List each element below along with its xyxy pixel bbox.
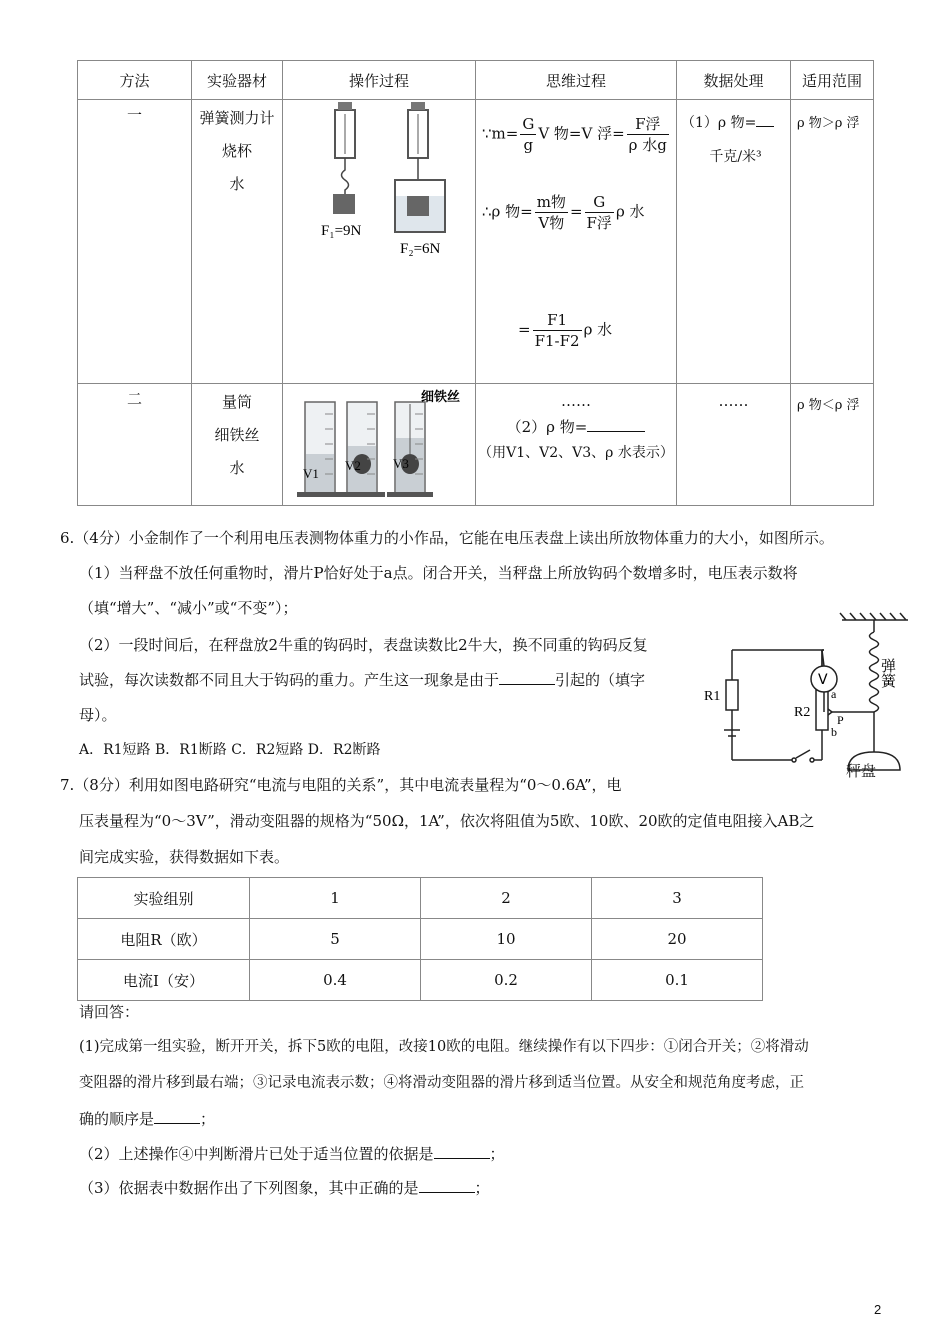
q7-step2: （2）上述操作④中判断滑片已处于适当位置的依据是 [79,1145,434,1163]
q7-title: 7.（8分）利用如图电路研究“电流与电阻的关系”，其中电流表量程为“0～0.6A”，电 [60,776,622,794]
answer-blank[interactable] [434,1144,490,1159]
q6-title: 6.（4分）小金制作了一个利用电压表测物体重力的小作品，它能在电压表盘上读出所放物体重力的大小，如图所示。 [60,529,834,547]
data-processing-q1: （1）ρ 物= [681,115,757,131]
q6-part1-line2: （填“增大”、“减小”或“不变”）； [79,599,298,617]
table-row: 电流I（安） 0.4 0.2 0.1 [78,960,763,1001]
answer-blank[interactable] [419,1178,475,1193]
method-row-1 [78,100,874,384]
v2-label: V2 [345,458,361,473]
q6-part1-line1: （1）当秤盘不放任何重物时，滑片P恰好处于a点。闭合开关，当秤盘上所放钩码个数增多时，电压表示数将 [79,564,798,582]
cylinder-figure-cell [283,384,476,506]
point-b-label: b [831,725,837,739]
page-number: 2 [874,1302,882,1317]
header-cell: 适用范围 [791,61,874,100]
q7-step1-line2: 变阻器的滑片移到最右端；③记录电流表示数；④将滑动变阻器的滑片移到适当位置。从安全和规范角度考虑，正 [79,1075,804,1091]
r1-label: R1 [704,689,721,704]
spring-scale-figure [283,100,476,384]
spring-scale-circuit-diagram [700,612,910,777]
f2-label: F₂=6N [400,241,441,257]
scope-value: ρ 物＜ρ 浮 [797,398,860,413]
q7-line2: 压表量程为“0～3V”，滑动变阻器的规格为“50Ω，1A”，依次将阻值为5欧、10欧、20欧的定值电阻接入AB之 [79,812,815,830]
header-cell: 实验器材 [192,61,283,100]
point-a-label: a [831,687,837,701]
voltmeter-label: V [818,672,828,688]
density-unit: 千克/米³ [709,149,762,165]
q7-data-table [77,877,763,1001]
answer-blank[interactable] [154,1109,200,1124]
thinking-cell [476,100,677,384]
method-table-header [78,61,874,100]
thinking-line-1: ∵m= $\frac{G}{g}$ V 物=V 浮= $\frac{\text{F浮}}{\text{ρ 水g}}$ [482,115,667,154]
data-dots: …… [718,392,749,410]
operation-figure-cell [283,100,476,384]
spring-label: 弹簧 [879,658,897,688]
table-row: 电阻R（欧） 5 10 20 [78,919,763,960]
equipment-item: 量筒 [221,393,252,411]
slider-p-label: P [837,713,844,727]
q7-line3: 间完成实验，获得数据如下表。 [79,848,290,866]
header-cell: 数据处理 [677,61,791,100]
q7-step1-line1: (1)完成第一组实验，断开开关，拆下5欧的电阻，改接10欧的电阻。继续操作有以下四步：①闭合开关；②将滑动 [79,1039,809,1055]
q6-part2-line3: 母）。 [79,706,117,724]
answer-blank[interactable] [756,112,774,127]
pan-label: 秤盘 [846,762,877,780]
q6-options: A．R1短路 B．R1断路 C．R2短路 D．R2断路 [79,742,381,758]
thinking-line-3: = $\frac{F1}{F1-F2}$ ρ 水 [518,311,613,350]
f1-label: F₁=9N [321,223,362,239]
header-cell: 操作过程 [283,61,476,100]
v3-label: V3 [393,456,409,471]
method-table [77,60,874,506]
wire-label: 细铁丝 [421,390,461,405]
thinking-note: （用V1、V2、V3、ρ 水表示） [478,445,674,461]
v1-label: V1 [303,466,319,481]
q7-step3: （3）依据表中数据作出了下列图象，其中正确的是 [79,1179,419,1197]
equipment-item: 细铁丝 [214,426,260,444]
answer-blank[interactable] [587,417,645,432]
header-cell: 思维过程 [476,61,677,100]
q6-part2-line2: 试验，每次读数都不同且大于钩码的重力。产生这一现象是由于 [79,671,500,689]
thinking-line-2: ∴ρ 物= $\frac{\text{m物}}{\text{V物}}$ = $\frac{G}{\text{F浮}}$ ρ 水 [482,193,645,232]
thinking-q2: （2）ρ 物= [506,418,588,436]
table-row: 实验组别 1 2 3 [78,878,763,919]
method-number: 一 [126,106,142,124]
answer-blank[interactable] [499,670,555,685]
method-number: 二 [126,390,142,408]
header-cell: 方法 [78,61,192,100]
equipment-item: 弹簧测力计 [199,109,275,127]
q7-ask: 请回答： [79,1003,140,1021]
thinking-dots: …… [561,392,591,410]
scope-value: ρ 物＞ρ 浮 [797,116,860,131]
q6-part2-line1: （2）一段时间后，在秤盘放2牛重的钩码时，表盘读数比2牛大，换不同重的钩码反复 [79,636,648,654]
equipment-item: 水 [229,175,245,193]
r2-label: R2 [794,705,811,720]
q7-step1-line3: 确的顺序是 [79,1110,155,1128]
equipment-item: 水 [229,459,245,477]
graduated-cylinder-figure [283,384,476,504]
method-row-2 [78,384,874,506]
equipment-item: 烧杯 [221,142,252,160]
